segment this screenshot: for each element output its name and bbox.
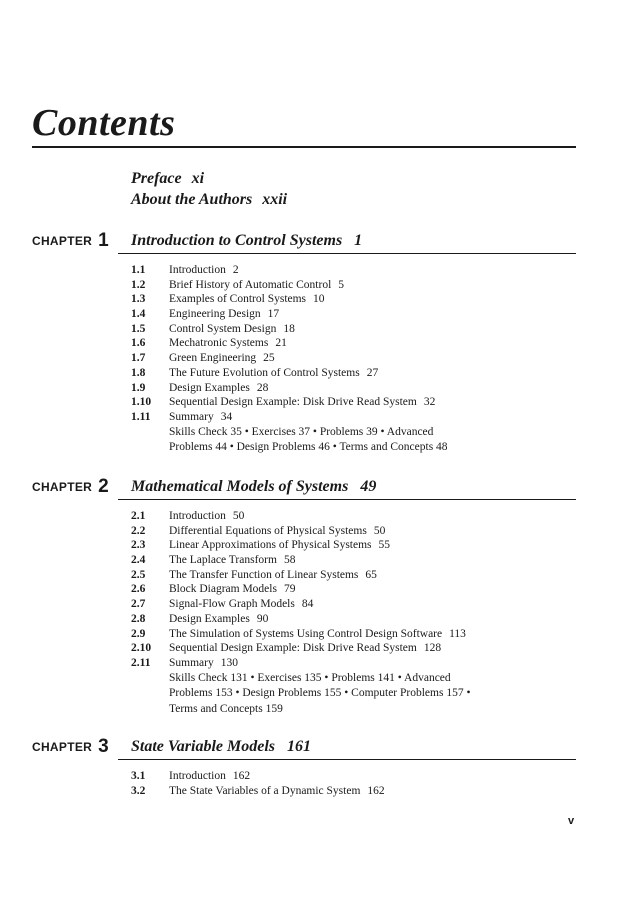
page-number: v <box>568 815 575 827</box>
section-entry <box>131 656 471 671</box>
section-number: 1.11 <box>131 410 151 423</box>
section-number: 1.8 <box>131 366 146 379</box>
chapter-title <box>131 477 376 497</box>
section-page: 18 <box>283 322 295 335</box>
section-entry <box>131 263 448 278</box>
section-number: 1.5 <box>131 322 146 335</box>
chapter-number: 3 <box>98 736 109 757</box>
chapter-title-text: State Variable Models <box>131 738 276 755</box>
end-matter-line: Problems 153 • Design Problems 155 • Computer Problems 157 • <box>169 687 471 700</box>
section-entry <box>131 395 448 410</box>
section-list <box>131 263 448 456</box>
section-entry <box>131 351 448 366</box>
section-page: 25 <box>263 352 275 365</box>
section-number: 3.2 <box>131 784 146 797</box>
section-entry <box>131 627 471 642</box>
section-page: 128 <box>423 642 442 655</box>
chapter-page: 1 <box>354 232 363 249</box>
section-number: 1.4 <box>131 308 146 321</box>
section-number: 2.2 <box>131 524 146 537</box>
section-title: Summary <box>169 410 214 423</box>
section-entry <box>131 278 448 293</box>
front-matter-item <box>131 189 287 210</box>
section-title: Mechatronic Systems <box>169 337 269 350</box>
section-title: Design Examples <box>169 381 250 394</box>
chapter-rule <box>118 499 576 500</box>
section-title: The Transfer Function of Linear Systems <box>169 568 359 581</box>
section-number: 1.6 <box>131 337 146 350</box>
section-title: Control System Design <box>169 322 277 335</box>
section-entry <box>131 292 448 307</box>
section-list <box>131 509 471 717</box>
section-entry <box>131 553 471 568</box>
section-page: 21 <box>275 337 287 350</box>
section-title: Engineering Design <box>169 308 261 321</box>
page-title: Contents <box>32 102 176 144</box>
chapter-title-text: Mathematical Models of Systems <box>131 478 349 495</box>
section-title: Introduction <box>169 770 226 782</box>
section-page: 90 <box>256 612 269 625</box>
section-entry <box>131 582 471 597</box>
section-number: 2.9 <box>131 627 146 640</box>
section-title: Introduction <box>169 510 226 522</box>
section-page: 2 <box>232 264 239 276</box>
section-page: 50 <box>232 510 245 522</box>
section-title: The Laplace Transform <box>169 554 277 567</box>
section-page: 162 <box>367 784 385 797</box>
chapter-label <box>32 477 109 497</box>
section-page: 34 <box>220 410 233 423</box>
section-title: The Future Evolution of Control Systems <box>169 366 360 379</box>
section-number: 2.6 <box>131 583 146 596</box>
section-page: 130 <box>220 656 238 669</box>
section-number: 1.7 <box>131 352 146 365</box>
front-matter-title: About the Authors <box>131 191 253 208</box>
section-entry <box>131 307 448 322</box>
section-title: Examples of Control Systems <box>169 293 307 306</box>
section-title: Signal-Flow Graph Models <box>169 598 295 611</box>
section-page: 28 <box>256 381 269 394</box>
chapter-label <box>32 737 109 757</box>
front-matter-page: xxii <box>262 191 288 208</box>
section-entry <box>131 381 448 396</box>
section-page: 58 <box>283 554 296 567</box>
section-title: Linear Approximations of Physical Systems <box>169 539 372 552</box>
section-title: Brief History of Automatic Control <box>169 278 332 291</box>
end-matter-line: Skills Check 131 • Exercises 135 • Problems 141 • Advanced <box>169 671 451 684</box>
title-rule <box>32 146 576 148</box>
section-number: 2.3 <box>131 539 146 552</box>
section-number: 2.7 <box>131 598 146 611</box>
section-page: 50 <box>373 524 386 537</box>
section-title: Introduction <box>169 264 226 276</box>
section-page: 65 <box>365 568 377 581</box>
section-title: The Simulation of Systems Using Control Design Software <box>169 627 443 640</box>
section-entry <box>131 509 471 524</box>
section-page: 27 <box>366 366 379 379</box>
section-page: 10 <box>313 293 325 306</box>
end-matter-line: Skills Check 35 • Exercises 37 • Problems 39 • Advanced <box>169 425 434 438</box>
chapter-title <box>131 231 362 251</box>
section-title: Green Engineering <box>169 352 257 365</box>
section-title: Sequential Design Example: Disk Drive Read System <box>169 642 417 655</box>
chapter-word: CHAPTER <box>32 480 93 494</box>
chapter-word: CHAPTER <box>32 234 93 248</box>
section-number: 1.1 <box>131 264 146 276</box>
end-matter-line: Problems 44 • Design Problems 46 • Terms and Concepts 48 <box>169 441 448 454</box>
section-title: The State Variables of a Dynamic System <box>169 784 361 797</box>
chapter-title-text: Introduction to Control Systems <box>131 232 343 249</box>
front-matter-item <box>131 168 287 189</box>
section-entry <box>131 538 471 553</box>
chapter-label <box>32 231 109 251</box>
section-title: Block Diagram Models <box>169 583 277 596</box>
section-entry <box>131 612 471 627</box>
section-entry <box>131 366 448 381</box>
section-page: 32 <box>423 396 436 409</box>
section-number: 1.3 <box>131 293 146 306</box>
section-title: Summary <box>169 656 214 669</box>
section-number: 1.2 <box>131 278 146 291</box>
section-number: 2.11 <box>131 656 151 669</box>
end-matter-line: Terms and Concepts 159 <box>169 702 283 715</box>
chapter-title <box>131 737 311 757</box>
section-page: 55 <box>378 539 391 552</box>
chapter-page: 49 <box>360 478 377 495</box>
front-matter-page: xi <box>191 170 205 187</box>
section-number: 2.5 <box>131 568 146 581</box>
section-entry <box>131 336 448 351</box>
section-entry <box>131 597 471 612</box>
section-number: 1.9 <box>131 381 146 394</box>
section-page: 17 <box>267 308 280 321</box>
section-page: 79 <box>283 583 296 596</box>
section-entry <box>131 641 471 656</box>
section-page: 113 <box>449 627 466 640</box>
section-title: Design Examples <box>169 612 250 625</box>
section-entry <box>131 524 471 539</box>
section-number: 2.10 <box>131 642 152 655</box>
section-number: 1.10 <box>131 396 152 409</box>
section-number: 2.4 <box>131 554 146 567</box>
section-page: 162 <box>232 770 251 782</box>
section-page: 84 <box>301 598 314 611</box>
chapter-number: 2 <box>98 476 109 497</box>
section-page: 5 <box>338 278 345 291</box>
front-matter <box>131 168 287 210</box>
section-entry <box>131 568 471 583</box>
section-title: Sequential Design Example: Disk Drive Read System <box>169 396 417 409</box>
section-entry <box>131 322 448 337</box>
chapter-word: CHAPTER <box>32 740 93 754</box>
chapter-number: 1 <box>98 230 109 251</box>
front-matter-title: Preface <box>131 170 182 187</box>
section-number: 3.1 <box>131 770 146 782</box>
chapter-page: 161 <box>287 738 312 755</box>
section-number: 2.1 <box>131 510 146 522</box>
chapter-rule <box>118 759 576 760</box>
chapter-rule <box>118 253 576 254</box>
section-title: Differential Equations of Physical Systems <box>169 524 367 537</box>
section-number: 2.8 <box>131 612 146 625</box>
section-entry <box>131 410 448 425</box>
